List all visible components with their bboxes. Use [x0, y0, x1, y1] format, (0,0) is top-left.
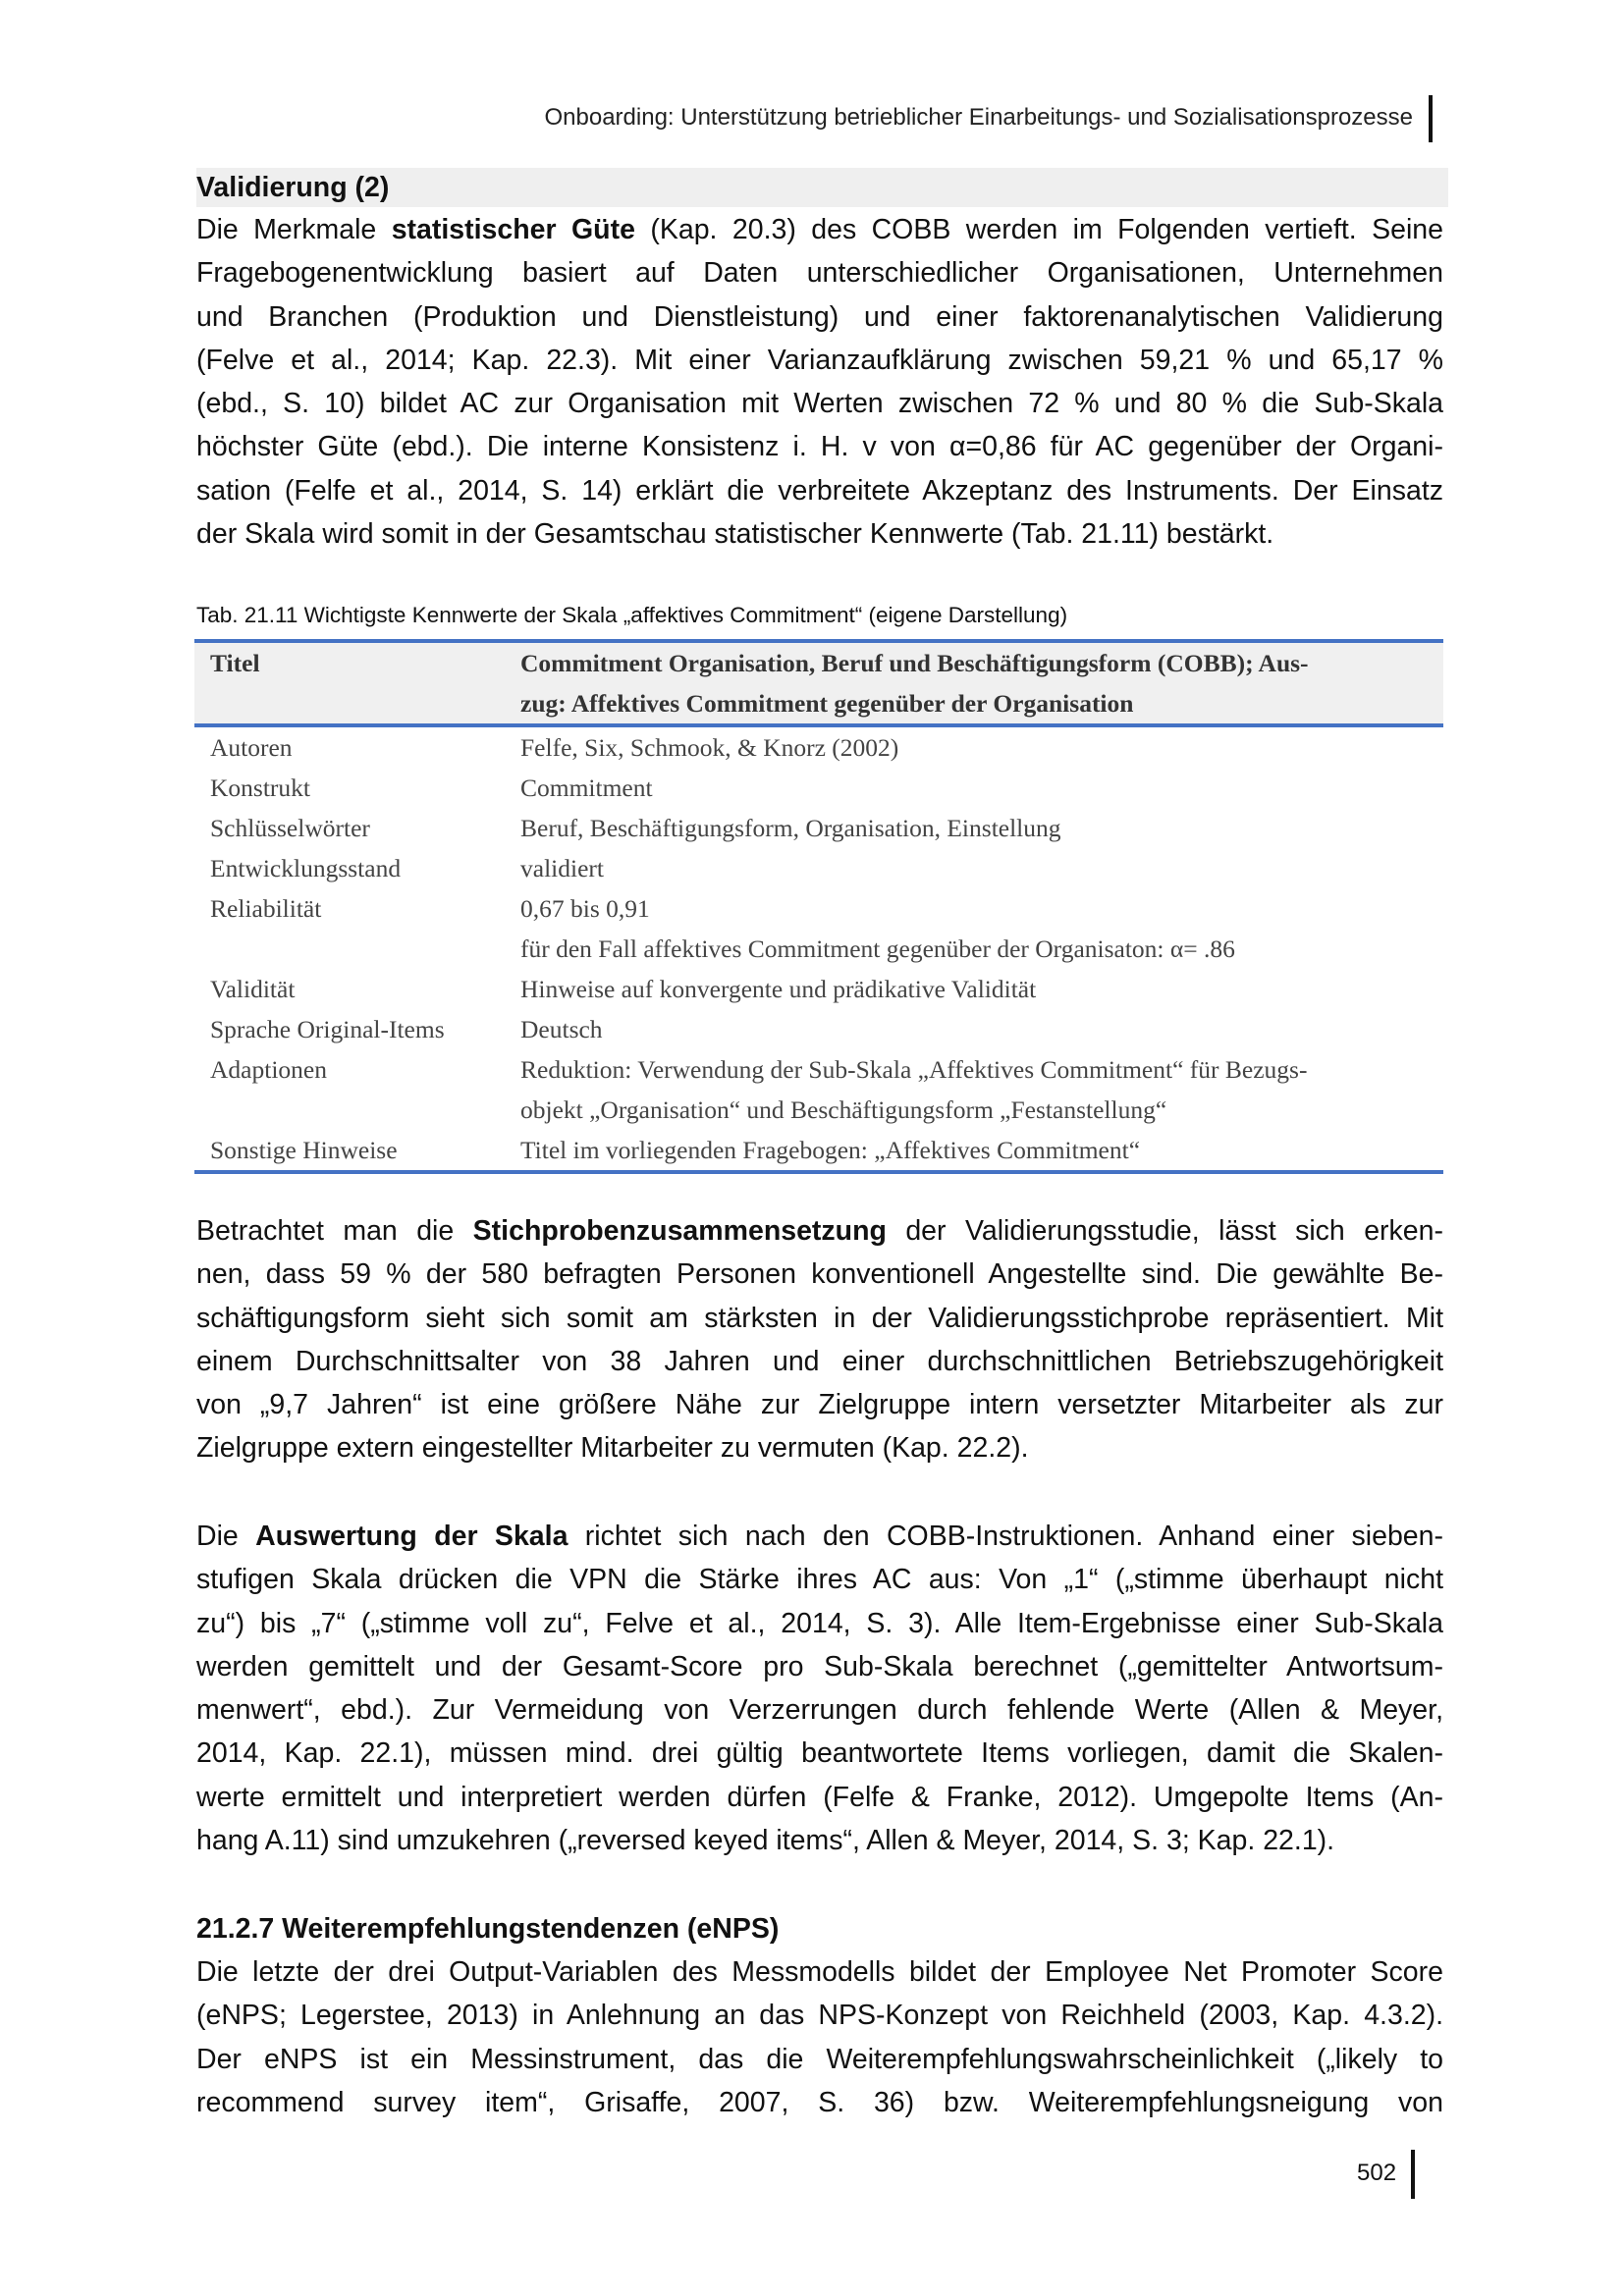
text-line — [196, 208, 1443, 251]
text-line — [196, 1515, 1443, 1558]
bold-term: Auswertung der Skala — [255, 1521, 568, 1552]
table-row — [194, 969, 1443, 1009]
running-header: Onboarding: Unterstützung betrieblicher Einarbeitungs- und Sozialisationsprozesse — [544, 104, 1413, 131]
table-cell-key: Schlüsselwörter — [210, 814, 370, 842]
subsection-heading — [196, 1907, 1443, 1950]
text-line — [196, 1602, 1443, 1645]
table-row — [194, 1049, 1443, 1090]
table-cell-value: validiert — [520, 854, 604, 882]
paragraph-enps — [196, 1950, 1443, 2124]
text-line — [196, 425, 1443, 468]
paragraph-evaluation — [196, 1515, 1443, 1862]
text-segment: Die — [196, 1521, 256, 1552]
table-cell-value: Beruf, Beschäftigungsform, Organisation, Einstellung — [520, 814, 1061, 842]
characteristics-table — [194, 639, 1443, 1174]
text-segment: höchster Güte (ebd.). Die interne Konsistenz i. H. v von α=0,86 für AC gegenüber der Organi- — [196, 431, 1443, 463]
bold-term: statistischer Güte — [391, 214, 635, 245]
text-line — [196, 1645, 1443, 1688]
table-row — [194, 1130, 1443, 1172]
text-line — [196, 469, 1443, 512]
text-line — [196, 1688, 1443, 1732]
table-row — [194, 725, 1443, 768]
text-segment: der Skala wird somit in der Gesamtschau statistischer Kennwerte (Tab. 21.11) bestärkt. — [196, 518, 1274, 551]
text-line — [196, 1732, 1443, 1775]
text-line — [196, 1950, 1443, 1994]
section-heading: Validierung (2) — [196, 172, 390, 203]
table-cell-key: Entwicklungsstand — [210, 854, 402, 882]
paragraph-sample — [196, 1209, 1443, 1470]
table-cell-key — [194, 929, 505, 969]
text-segment: Fragebogenentwicklung basiert auf Daten unterschiedlicher Organisationen, Unternehmen — [196, 257, 1443, 290]
table-cell-key: Sonstige Hinweise — [210, 1136, 398, 1164]
footer-divider — [1411, 2150, 1415, 2199]
text-segment: (Felve et al., 2014; Kap. 22.3). Mit einer Varianzaufklärung zwischen 59,21 % und 65,17 % — [196, 344, 1443, 376]
table-cell-key — [194, 1090, 505, 1130]
text-segment: und Branchen (Produktion und Dienstleistung) und einer faktorenanalytischen Validierung — [196, 300, 1443, 333]
text-line — [196, 339, 1443, 382]
table-header-value-line: Commitment Organisation, Beruf und Beschäftigungsform (COBB); Aus- — [520, 649, 1309, 677]
text-segment: Die Merkmale — [196, 214, 392, 245]
text-line — [196, 382, 1443, 425]
page-number: 502 — [1357, 2160, 1397, 2186]
text-line — [196, 295, 1443, 339]
text-segment: werte ermittelt und interpretiert werden dürfen (Felfe & Franke, 2012). Umgepolte Items (An- — [196, 1781, 1443, 1813]
text-line — [196, 1819, 1443, 1862]
text-line — [196, 1994, 1443, 2037]
text-line — [196, 1383, 1443, 1426]
text-line — [196, 1558, 1443, 1601]
text-segment: Die letzte der drei Output-Variablen des Messmodells bildet der Employee Net Promoter Score — [196, 1956, 1443, 1988]
text-segment: (Kap. 20.3) des COBB werden im Folgenden vertieft. Seine — [634, 214, 1443, 245]
text-segment: Betrachtet man die — [196, 1215, 473, 1247]
text-line — [196, 1209, 1443, 1253]
text-line — [196, 2081, 1443, 2124]
table-header-value-line: zug: Affektives Commitment gegenüber der Organisation — [520, 689, 1134, 718]
text-line — [196, 1776, 1443, 1819]
text-segment: (ebd., S. 10) bildet AC zur Organisation mit Werten zwischen 72 % und 80 % die Sub-Skala — [196, 388, 1443, 420]
table-header-value — [505, 641, 1443, 725]
text-segment: Der eNPS ist ein Messinstrument, das die Weiterempfehlungswahrscheinlichkeit („likely to — [196, 2043, 1443, 2075]
paragraph-statistical-quality — [196, 208, 1443, 556]
text-segment: einem Durchschnittsalter von 38 Jahren und einer durchschnittlichen Betriebszugehörigkeit — [196, 1345, 1443, 1377]
text-segment: menwert“, ebd.). Zur Vermeidung von Verzerrungen durch fehlende Werte (Allen & Meyer, — [196, 1694, 1443, 1727]
text-segment: (eNPS; Legerstee, 2013) in Anlehnung an das NPS-Konzept von Reichheld (2003, Kap. 4.3.2). — [196, 2000, 1443, 2032]
table-cell-key: Validität — [210, 975, 296, 1003]
table-cell-value: 0,67 bis 0,91 — [520, 894, 650, 923]
text-segment: zu“) bis „7“ („stimme voll zu“, Felve et al., 2014, S. 3). Alle Item-Ergebnisse einer Sub-Skala — [196, 1607, 1443, 1639]
text-segment: Zielgruppe extern eingestellter Mitarbeiter zu vermuten (Kap. 22.2). — [196, 1432, 1029, 1465]
table-cell-value: Felfe, Six, Schmook, & Knorz (2002) — [520, 733, 899, 762]
table-cell-value: Titel im vorliegenden Fragebogen: „Affektives Commitment“ — [520, 1136, 1141, 1164]
text-segment: werden gemittelt und der Gesamt-Score pro Sub-Skala berechnet („gemittelter Antwortsum- — [196, 1650, 1443, 1682]
table-cell-value: Commitment — [520, 774, 653, 802]
text-line — [196, 2038, 1443, 2081]
table-header-row — [194, 641, 1443, 725]
text-segment: der Validierungsstudie, lässt sich erken- — [886, 1215, 1443, 1247]
table-row — [194, 808, 1443, 848]
table-cell-key: Konstrukt — [210, 774, 310, 802]
text-segment: von „9,7 Jahren“ ist eine größere Nähe zur Zielgruppe intern versetzter Mitarbeiter als zur — [196, 1389, 1443, 1421]
table-caption: Tab. 21.11 Wichtigste Kennwerte der Skala „affektives Commitment“ (eigene Darstellung) — [196, 603, 1068, 627]
table-row — [194, 888, 1443, 929]
table-row — [194, 929, 1443, 969]
bold-term: Stichprobenzusammensetzung — [472, 1215, 887, 1247]
text-line — [196, 251, 1443, 294]
table-row — [194, 848, 1443, 888]
table-cell-key: Autoren — [210, 733, 293, 762]
table-cell-value: Hinweise auf konvergente und prädikative Validität — [520, 975, 1037, 1003]
table-cell-value: für den Fall affektives Commitment gegenüber der Organisaton: α= .86 — [520, 934, 1235, 963]
text-segment: recommend survey item“, Grisaffe, 2007, S. 36) bzw. Weiterempfehlungsneigung von — [196, 2086, 1443, 2118]
table-row — [194, 1009, 1443, 1049]
table-cell-key: Sprache Original-Items — [210, 1015, 445, 1043]
table-cell-value: Deutsch — [520, 1015, 603, 1043]
text-segment: richtet sich nach den COBB-Instruktionen. Anhand einer sieben- — [568, 1521, 1443, 1552]
text-segment: schäftigungsform sieht sich somit am stärksten in der Validierungsstichprobe repräsentiert. Mit — [196, 1302, 1443, 1334]
text-line — [196, 1253, 1443, 1296]
table-header-key: Titel — [210, 649, 260, 677]
text-segment: stufigen Skala drücken die VPN die Stärke ihres AC aus: Von „1“ („stimme überhaupt nicht — [196, 1564, 1443, 1596]
table-cell-key: Adaptionen — [210, 1055, 327, 1084]
text-line — [196, 1426, 1443, 1469]
table-row — [194, 768, 1443, 808]
table-row — [194, 1090, 1443, 1130]
text-segment: 2014, Kap. 22.1), müssen mind. drei gültig beantwortete Items vorliegen, damit die Skalen- — [196, 1737, 1443, 1770]
bold-term: 21.2.7 Weiterempfehlungstendenzen (eNPS) — [196, 1913, 780, 1945]
text-line — [196, 1297, 1443, 1340]
table-cell-value: Reduktion: Verwendung der Sub-Skala „Affektives Commitment“ für Bezugs- — [520, 1055, 1308, 1084]
text-segment: sation (Felfe et al., 2014, S. 14) erklärt die verbreitete Akzeptanz des Instruments. Der Einsatz — [196, 474, 1443, 507]
text-segment: nen, dass 59 % der 580 befragten Personen konventionell Angestellte sind. Die gewählte Be- — [196, 1258, 1443, 1291]
table-cell-value: objekt „Organisation“ und Beschäftigungsform „Festanstellung“ — [520, 1095, 1167, 1124]
text-line — [196, 1340, 1443, 1383]
text-line — [196, 512, 1443, 556]
table-cell-key: Reliabilität — [210, 894, 322, 923]
header-divider — [1429, 95, 1433, 142]
text-segment: hang A.11) sind umzukehren („reversed keyed items“, Allen & Meyer, 2014, S. 3; Kap. 22.1). — [196, 1825, 1335, 1857]
text-line — [196, 1907, 1443, 1950]
